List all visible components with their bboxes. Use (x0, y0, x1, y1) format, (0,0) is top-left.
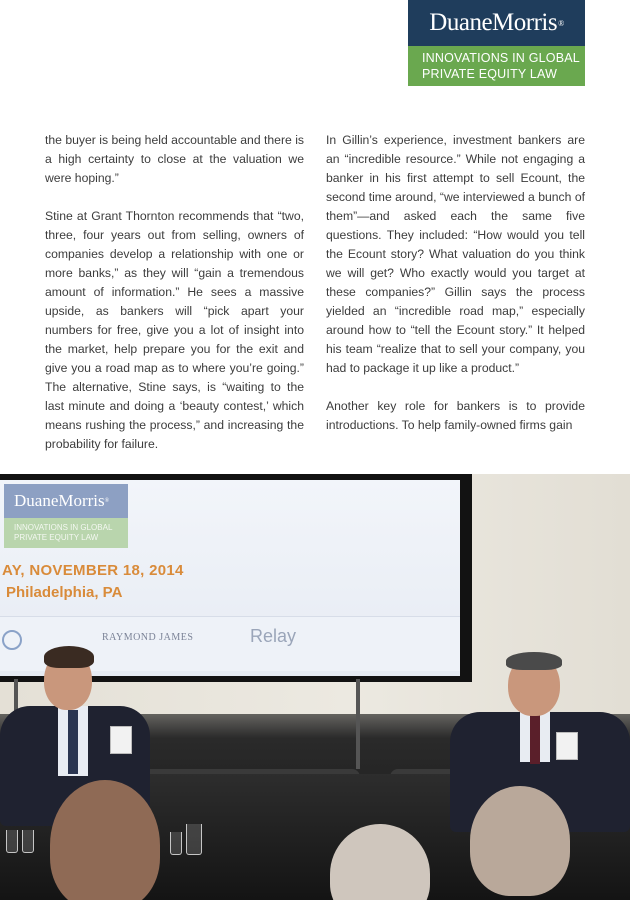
paragraph: Another key role for bankers is to provide introductions. To help family-owned firms gain (326, 399, 585, 432)
name-badge (556, 732, 578, 760)
audience-member (50, 780, 160, 900)
slide-sponsor-b: Relay (250, 626, 297, 646)
slide-tagline-line2: PRIVATE EQUITY LAW (14, 533, 99, 542)
article-column-left (45, 131, 304, 473)
audience-member (470, 786, 570, 896)
paragraph: In Gillin’s experience, investment bankers are an “incredible resource.” While not engaging a banker in his first attempt to sell Ecount, the second time around, “we interviewed a bunch of them”—and asked each the same five questions. They included: “How would you tell the Ecount story? What valuation do you think we will get? Who exactly would you target at these companies?” Gillin says the process yielded an “incredible road map,” especially around how to “tell the Ecount story.” It helped his team “realize that to sell your company, you had to package it up like a product.” (326, 133, 585, 375)
brand-name-bar (408, 0, 585, 46)
article-column-right (326, 131, 585, 454)
slide-sponsor-a: RAYMOND JAMES (102, 632, 194, 643)
paragraph: the buyer is being held accountable and there is a high certainty to close at the valuation we were hoping.” (45, 133, 304, 185)
event-photo (0, 474, 630, 900)
brand-name: DuaneMorris (429, 9, 558, 36)
slide-brand: DuaneMorris (14, 491, 105, 510)
water-glass (22, 830, 34, 853)
brand-tagline-line1: INNOVATIONS IN GLOBAL (422, 51, 580, 65)
slide-logo (4, 484, 128, 548)
brand-tagline (408, 46, 585, 86)
paragraph: Stine at Grant Thornton recommends that “two, three, four years out from selling, owners of companies develop a relationship with one or more banks,” as they will “gain a tremendous amount of information.” He sees a massive upside, as bankers will “pick apart your numbers for free, give you a lot of insight into the market, help prepare you for the exit and give you a road map as to where you’re going.” The alternative, Stine says, is “waiting to the last minute and doing a ‘beauty contest,’ which means rushing the process,” and increasing the probability for failure. (45, 209, 304, 451)
water-pitcher (186, 824, 202, 855)
water-glass (6, 830, 18, 853)
name-badge (110, 726, 132, 754)
screen-stand (356, 679, 360, 769)
slide-city: Philadelphia, PA (6, 584, 123, 601)
slide-tagline-line1: INNOVATIONS IN GLOBAL (14, 523, 113, 532)
brand-logo (408, 0, 585, 86)
slide-registered-mark: ® (104, 498, 110, 504)
registered-mark: ® (558, 18, 564, 28)
water-glass (170, 832, 182, 855)
slide-date: AY, NOVEMBER 18, 2014 (2, 562, 184, 579)
brand-tagline-line2: PRIVATE EQUITY LAW (422, 67, 558, 81)
